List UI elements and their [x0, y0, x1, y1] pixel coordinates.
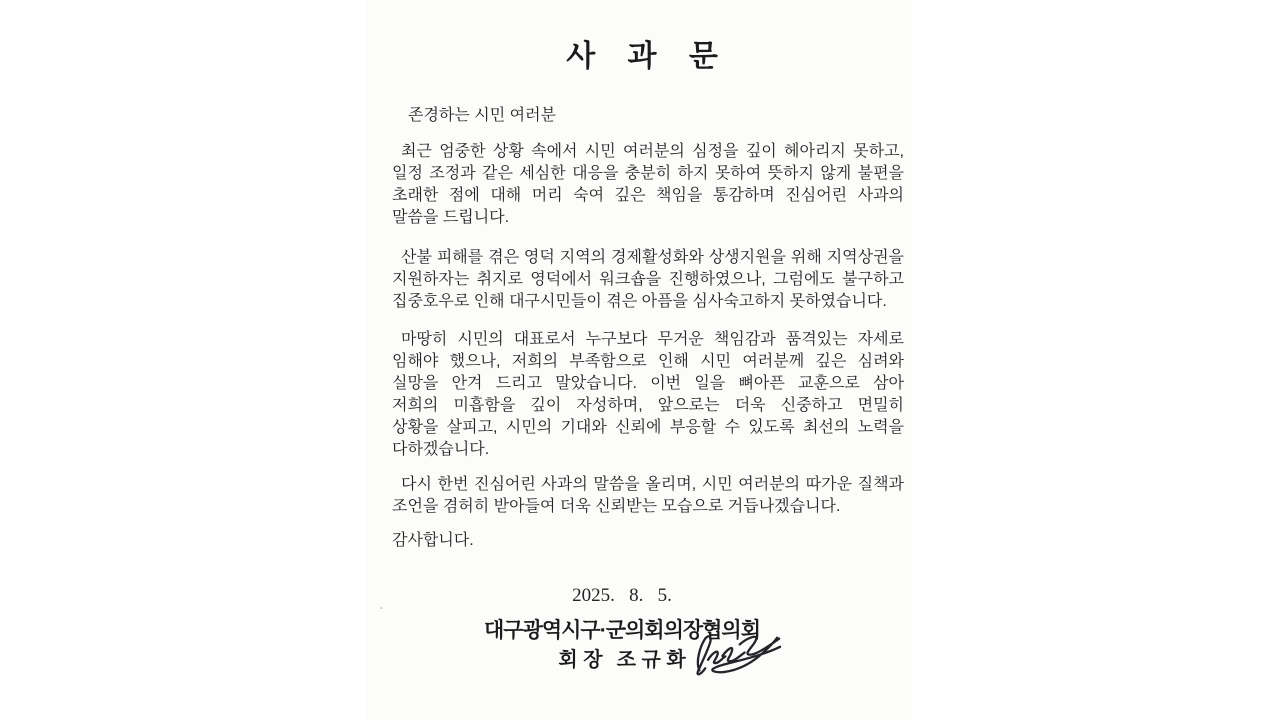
letter-closing-thanks: 감사합니다.	[392, 532, 474, 549]
organization-name: 대구광역시구·군의회의장협의회	[484, 619, 760, 642]
letter-paragraph-4: 다시 한번 진심어린 사과의 말씀을 올리며, 시민 여러분의 따가운 질책과 조언을 겸허히 받아들여 더욱 신뢰받는 모습으로 거듭나겠습니다.	[392, 476, 904, 515]
signer-line	[366, 647, 878, 673]
letter-footer	[366, 584, 878, 673]
handwritten-signature-icon	[686, 626, 782, 682]
letter-greeting: 존경하는 시민 여러분	[408, 107, 556, 124]
letter-paragraph-2: 산불 피해를 겪은 영덕 지역의 경제활성화와 상생지원을 위해 지역상권을 지원하자는 취지로 영덕에서 워크숍을 진행하였으나, 그럼에도 불구하고 집중호우로 인해 대구시민들이 겪은 아픔을 심사숙고하지 못하였습니다.	[392, 249, 904, 310]
signer-name: 조 규 화	[616, 649, 686, 671]
signer-role: 회 장	[558, 649, 603, 671]
scanned-letter-page	[366, 0, 912, 720]
letter-date: 2025. 8. 5.	[572, 585, 672, 606]
letter-title: 사 과 문	[566, 40, 730, 73]
letter-paragraph-1: 최근 엄중한 상황 속에서 시민 여러분의 심정을 깊이 헤아리지 못하고, 일정 조정과 같은 세심한 대응을 충분히 하지 못하여 뜻하지 않게 불편을 초래한 점에 대해 머리 숙여 깊은 책임을 통감하며 진심어린 사과의 말씀을 드립니다.	[392, 143, 904, 226]
letter-body	[392, 0, 904, 552]
letter-paragraph-3: 마땅히 시민의 대표로서 누구보다 무거운 책임감과 품격있는 자세로 임해야 했으나, 저희의 부족함으로 인해 시민 여러분께 깊은 심려와 실망을 안겨 드리고 말았습니다. 이번 일을 뼈아픈 교훈으로 삼아 저희의 미흡함을 깊이 자성하며, 앞으로는 더욱 신중하고 면밀히 상황을 살피고, 시민의 기대와 신뢰에 부응할 수 있도록 최선의 노력을 다하겠습니다.	[392, 331, 904, 458]
